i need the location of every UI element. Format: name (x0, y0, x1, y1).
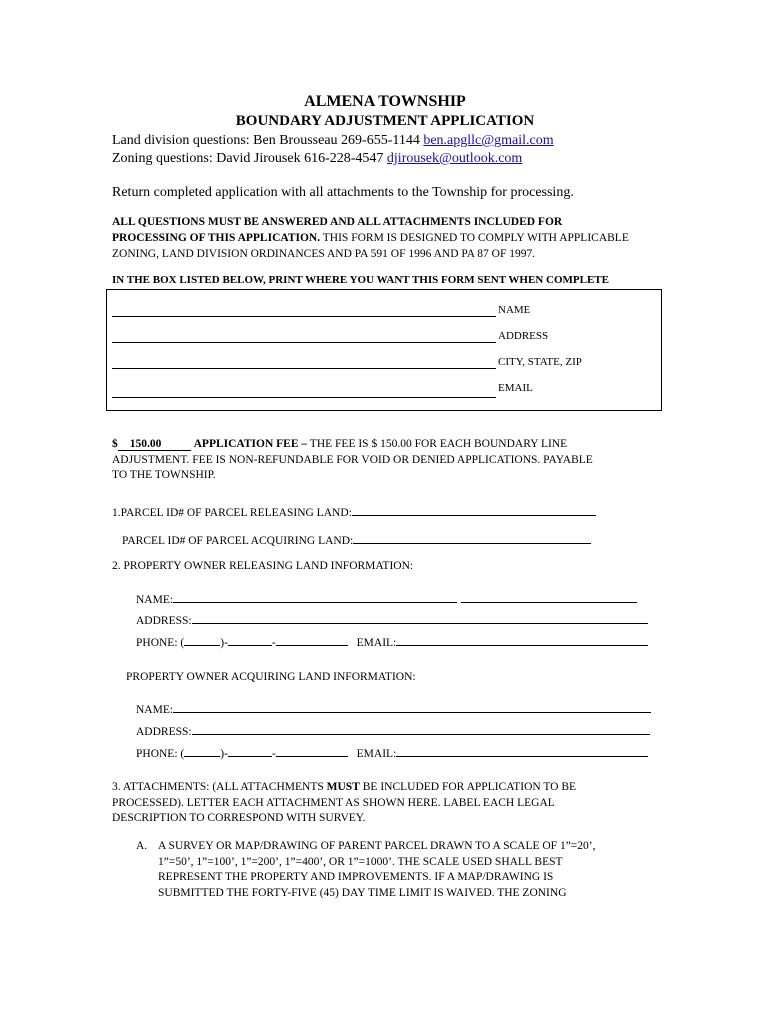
fee-text-line-1: THE FEE IS $ 150.00 FOR EACH BOUNDARY LINE (307, 438, 568, 450)
acquiring-owner-name-field (136, 700, 651, 716)
mailing-address-label: ADDRESS (498, 330, 549, 342)
acquiring-phone-sep-2: - (271, 748, 276, 760)
releasing-name-label: NAME: (136, 594, 174, 606)
acquiring-phone-area[interactable] (184, 744, 220, 757)
mailing-city-line[interactable] (112, 368, 496, 369)
acquiring-name-input[interactable] (173, 700, 651, 713)
notice-paragraph (112, 214, 632, 262)
acquiring-owner-address-field (136, 722, 650, 738)
acquiring-parcel-input[interactable] (353, 531, 591, 544)
mailing-name-line[interactable] (112, 316, 496, 317)
zoning-contact (112, 151, 522, 167)
fee-label: APPLICATION FEE – (191, 438, 308, 450)
attachments-line-1 (112, 781, 576, 793)
releasing-address-label: ADDRESS: (136, 615, 192, 627)
releasing-owner-heading: 2. PROPERTY OWNER RELEASING LAND INFORMATION: (112, 560, 414, 572)
acquiring-email-input[interactable] (396, 744, 648, 757)
releasing-email-label: EMAIL: (356, 637, 397, 649)
mailing-address-line[interactable] (112, 342, 496, 343)
attachment-a-line-3: REPRESENT THE PROPERTY AND IMPROVEMENTS. IF A MAP/DRAWING IS (158, 871, 554, 883)
releasing-email-input[interactable] (396, 633, 648, 646)
releasing-name-input-2[interactable] (461, 590, 637, 603)
attachment-a-line-4: SUBMITTED THE FORTY-FIVE (45) DAY TIME LIMIT IS WAIVED. THE ZONING (158, 887, 567, 899)
attachments-line-1-a: 3. ATTACHMENTS: (ALL ATTACHMENTS (112, 781, 327, 793)
attachments-line-2: PROCESSED). LETTER EACH ATTACHMENT AS SHOWN HERE. LABEL EACH LEGAL (112, 797, 555, 809)
fee-text-line-3: TO THE TOWNSHIP. (112, 469, 216, 481)
releasing-phone-sep-1: )- (220, 637, 228, 649)
releasing-owner-name-field (136, 590, 637, 606)
releasing-phone-prefix[interactable] (228, 633, 272, 646)
releasing-phone-sep-2: - (271, 637, 276, 649)
page-title: ALMENA TOWNSHIP (304, 93, 466, 110)
fee-line-1 (112, 438, 567, 450)
releasing-parcel-label: 1.PARCEL ID# OF PARCEL RELEASING LAND: (112, 507, 352, 519)
acquiring-phone-number[interactable] (276, 744, 348, 757)
releasing-parcel-field (112, 503, 596, 519)
return-note: Return completed application with all attachments to the Township for processing. (112, 185, 574, 200)
mailing-address-box (106, 289, 662, 411)
land-division-contact-text: Land division questions: Ben Brousseau 269-655-1144 (112, 133, 424, 148)
land-division-email-link[interactable]: ben.apgllc@gmail.com (423, 133, 554, 148)
acquiring-parcel-field (122, 531, 591, 547)
attachments-must: MUST (326, 781, 360, 793)
mailing-name-label: NAME (498, 304, 531, 316)
acquiring-name-label: NAME: (136, 704, 174, 716)
releasing-address-input[interactable] (192, 611, 648, 624)
zoning-contact-text: Zoning questions: David Jirousek 616-228-4547 (112, 151, 387, 166)
attachment-a-letter: A. (136, 840, 148, 852)
box-instruction: IN THE BOX LISTED BELOW, PRINT WHERE YOU WANT THIS FORM SENT WHEN COMPLETE (112, 274, 609, 286)
releasing-phone-area[interactable] (184, 633, 220, 646)
fee-dollar: $ (112, 438, 118, 450)
notice-bold-text: ALL QUESTIONS MUST BE ANSWERED AND ALL ATTACHMENTS INCLUDED FOR PROCESSING OF THIS APPLICATION. (112, 216, 563, 244)
attachment-a-line-1: A SURVEY OR MAP/DRAWING OF PARENT PARCEL DRAWN TO A SCALE OF 1”=20’, (158, 840, 596, 852)
acquiring-owner-heading: PROPERTY OWNER ACQUIRING LAND INFORMATION: (126, 671, 416, 683)
acquiring-address-label: ADDRESS: (136, 726, 192, 738)
attachments-line-3: DESCRIPTION TO CORRESPOND WITH SURVEY. (112, 812, 366, 824)
form-subtitle: BOUNDARY ADJUSTMENT APPLICATION (235, 113, 535, 129)
releasing-owner-phone-field (136, 633, 648, 649)
acquiring-phone-prefix[interactable] (228, 744, 272, 757)
fee-text-line-2: ADJUSTMENT. FEE IS NON-REFUNDABLE FOR VOID OR DENIED APPLICATIONS. PAYABLE (112, 454, 593, 466)
releasing-owner-address-field (136, 611, 648, 627)
mailing-email-label: EMAIL (498, 382, 533, 394)
acquiring-phone-sep-1: )- (220, 748, 228, 760)
land-division-contact (112, 133, 554, 149)
mailing-email-line[interactable] (112, 397, 496, 398)
releasing-name-input[interactable] (173, 590, 457, 603)
acquiring-phone-label: PHONE: ( (136, 748, 185, 760)
acquiring-email-label: EMAIL: (356, 748, 397, 760)
attachments-line-1-b: BE INCLUDED FOR APPLICATION TO BE (359, 781, 577, 793)
attachment-a-line-2: 1”=50’, 1”=100’, 1”=200’, 1”=400’, OR 1”=1000’. THE SCALE USED SHALL BEST (158, 856, 563, 868)
releasing-parcel-input[interactable] (352, 503, 596, 516)
acquiring-owner-phone-field (136, 744, 648, 760)
fee-amount: 150.00 (118, 438, 192, 451)
releasing-phone-number[interactable] (276, 633, 348, 646)
acquiring-address-input[interactable] (192, 722, 650, 735)
zoning-email-link[interactable]: djirousek@outlook.com (386, 151, 523, 166)
mailing-city-label: CITY, STATE, ZIP (498, 356, 582, 368)
acquiring-parcel-label: PARCEL ID# OF PARCEL ACQUIRING LAND: (122, 535, 354, 547)
notice-regular-text: THIS FORM IS DESIGNED TO COMPLY WITH APPLICABLE ZONING, LAND DIVISION ORDINANCES AND PA 591 OF 1996 AND PA 87 OF 1997. (112, 232, 629, 260)
releasing-phone-label: PHONE: ( (136, 637, 185, 649)
